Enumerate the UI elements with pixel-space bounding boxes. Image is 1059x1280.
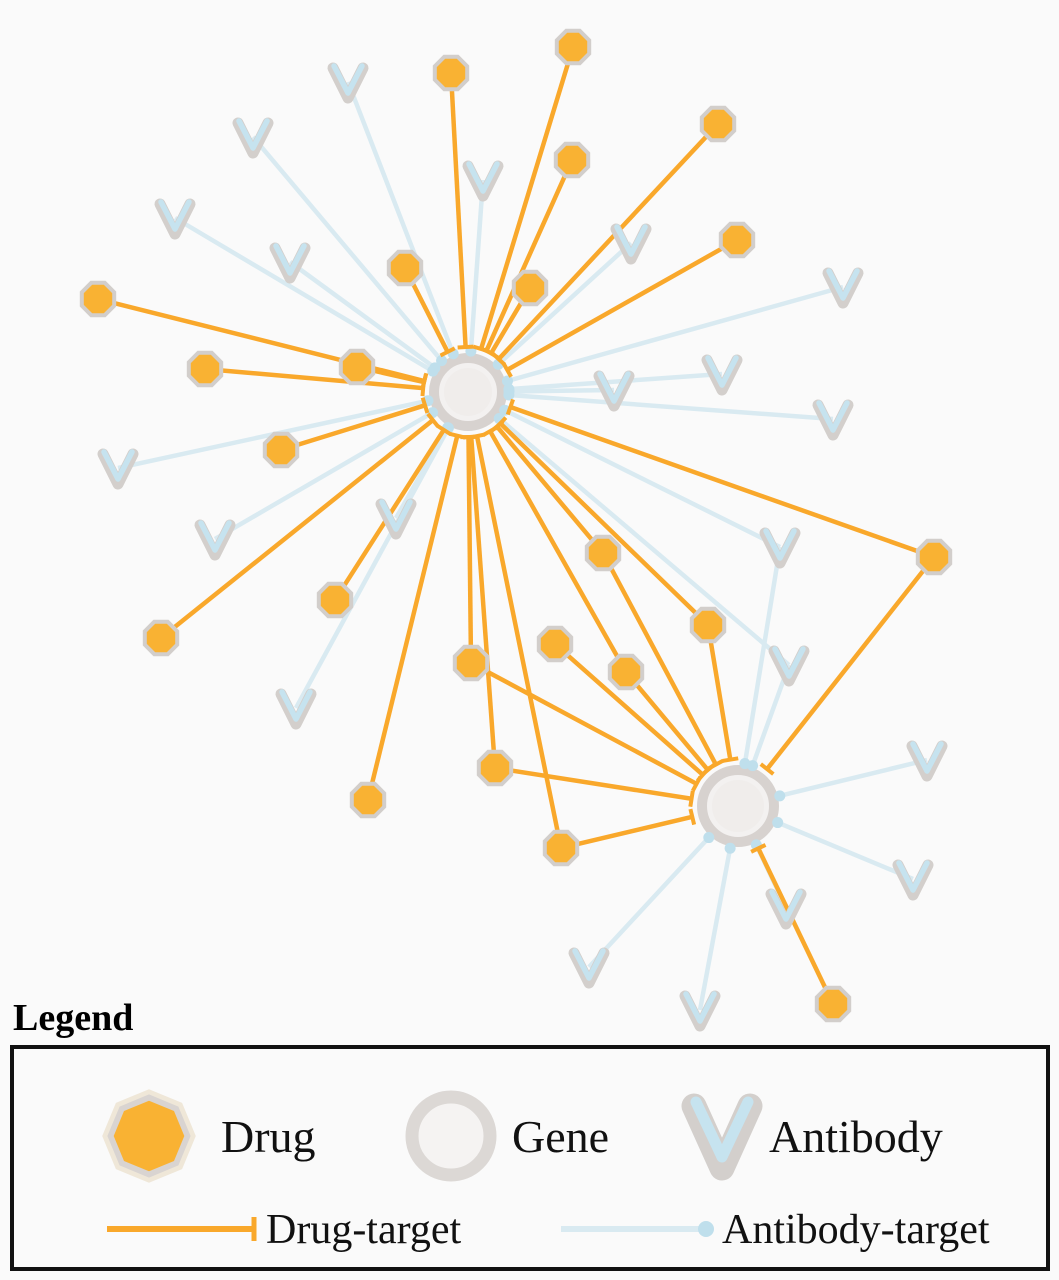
drug-octagon[interactable] — [918, 541, 950, 573]
drug-octagon[interactable] — [514, 272, 546, 304]
gene-inner-circle — [444, 368, 492, 416]
gene-node-ERBB2[interactable] — [702, 770, 774, 842]
drug-node-Flavopiridol[interactable] — [702, 108, 734, 140]
antibody-edges-layer — [118, 82, 927, 1010]
drug-target-edge — [500, 423, 701, 618]
drug-octagon[interactable] — [556, 144, 588, 176]
antibody-target-edge — [509, 395, 833, 419]
drug-node-Neratinib[interactable] — [455, 647, 487, 679]
drug-octagon[interactable] — [702, 108, 734, 140]
drug-node-BIBW2992[interactable] — [545, 832, 577, 864]
drug-octagon[interactable] — [721, 224, 753, 256]
drug-node-Panitumumab[interactable] — [319, 584, 351, 616]
legend-gene-icon — [412, 1097, 490, 1175]
drug-octagon[interactable] — [610, 656, 642, 688]
legend-box — [10, 1045, 1050, 1271]
legend-drug-target-icon — [107, 1217, 254, 1241]
antibody-target-edge — [471, 180, 483, 351]
drug-octagon[interactable] — [545, 832, 577, 864]
drug-node-Necitumumab[interactable] — [721, 224, 753, 256]
legend-drug-label: Drug — [221, 1111, 316, 1162]
antibody-target-edge — [780, 760, 927, 796]
drug-octagon[interactable] — [435, 57, 467, 89]
antibody-edge-dot — [725, 843, 736, 854]
drug-node-Pelitinib[interactable] — [557, 31, 589, 63]
drug-node-S-{3-[(4-A...[interactable] — [145, 622, 177, 654]
antibody-edge-dot — [772, 817, 783, 828]
drug-octagon[interactable] — [189, 353, 221, 385]
legend-antibody-target-icon — [561, 1221, 714, 1237]
drug-node-Lapatinib[interactable] — [587, 537, 619, 569]
legend-antibody-label: Antibody — [769, 1111, 943, 1162]
drug-node-Saracatinib[interactable] — [82, 283, 114, 315]
drug-octagon[interactable] — [352, 784, 384, 816]
drug-octagon[interactable] — [389, 252, 421, 284]
drug-node-Cetuximab[interactable] — [514, 272, 546, 304]
legend-drug-icon — [102, 1089, 196, 1183]
drug-node-Erlotinib[interactable] — [341, 351, 373, 383]
drug-target-edge — [367, 369, 424, 382]
drug-target-edge — [505, 770, 692, 799]
drug-node-Afatinib[interactable] — [918, 541, 950, 573]
drug-node-N-[4-(3-BR...[interactable] — [435, 57, 467, 89]
antibody-target-edge — [589, 838, 709, 967]
drug-node-Varlitinib[interactable] — [692, 609, 724, 641]
drug-octagon[interactable] — [319, 584, 351, 616]
antibody-edge-dot — [747, 760, 758, 771]
drug-octagon[interactable] — [479, 752, 511, 784]
drug-target-edge — [499, 131, 711, 359]
antibody-edge-dot — [703, 832, 714, 843]
drug-node-Lidocaine[interactable] — [352, 784, 384, 816]
drug-target-edge — [710, 635, 731, 760]
antibody-target-edge — [507, 287, 843, 381]
legend-gene-label: Gene — [512, 1111, 610, 1162]
antibody-edge-dot — [774, 790, 785, 801]
legend-title: Legend — [13, 997, 134, 1039]
drug-node-Gefitinib[interactable] — [189, 353, 221, 385]
drug-node-Trastuzumab[interactable] — [479, 752, 511, 784]
antibody-target-edge — [700, 848, 730, 1010]
drug-edge-tee — [458, 347, 474, 348]
antibody-target-edge — [778, 823, 913, 879]
drug-nodes-layer — [82, 31, 950, 1020]
legend-antibody-icon — [694, 1102, 750, 1168]
drug-octagon[interactable] — [455, 647, 487, 679]
drug-target-edge — [452, 83, 466, 347]
drug-octagon[interactable] — [265, 434, 297, 466]
legend-graphics — [14, 1049, 1046, 1267]
drug-edge-tee — [722, 758, 738, 761]
antibody-target-edge — [175, 218, 433, 371]
antibody-edge-dot — [429, 362, 440, 373]
legend-antibody-target-label: Antibody-target — [722, 1207, 990, 1253]
gene-inner-circle — [712, 780, 764, 832]
drug-node-Vandetanib[interactable] — [389, 252, 421, 284]
antibody-edge-dot — [503, 390, 514, 401]
drug-node-Pertuzumab[interactable] — [539, 628, 571, 660]
gene-node-EGFR[interactable] — [434, 358, 502, 426]
drug-target-edge — [571, 817, 693, 846]
drug-edge-tee — [690, 809, 694, 825]
drug-edge-tee — [422, 374, 426, 390]
drug-edge-tee — [690, 791, 692, 807]
drug-octagon[interactable] — [587, 537, 619, 569]
drug-node-Mubritinib[interactable] — [817, 988, 849, 1020]
drug-octagon[interactable] — [82, 283, 114, 315]
drug-octagon[interactable] — [557, 31, 589, 63]
drug-target-edge — [471, 437, 494, 758]
legend-drug-target-label: Drug-target — [266, 1207, 462, 1253]
drug-target-edge — [758, 848, 828, 995]
drug-node-Zalutumumab[interactable] — [265, 434, 297, 466]
antibody-target-edge — [509, 390, 614, 391]
drug-octagon[interactable] — [817, 988, 849, 1020]
drug-octagon[interactable] — [341, 351, 373, 383]
drug-octagon[interactable] — [539, 628, 571, 660]
drug-octagon[interactable] — [692, 609, 724, 641]
drug-target-edge — [468, 437, 470, 653]
drug-node-Dovitinib[interactable] — [556, 144, 588, 176]
antibody-target-edge — [509, 374, 722, 389]
drug-node-Canertinib[interactable] — [610, 656, 642, 688]
drug-target-edge — [108, 301, 425, 381]
drug-octagon[interactable] — [145, 622, 177, 654]
